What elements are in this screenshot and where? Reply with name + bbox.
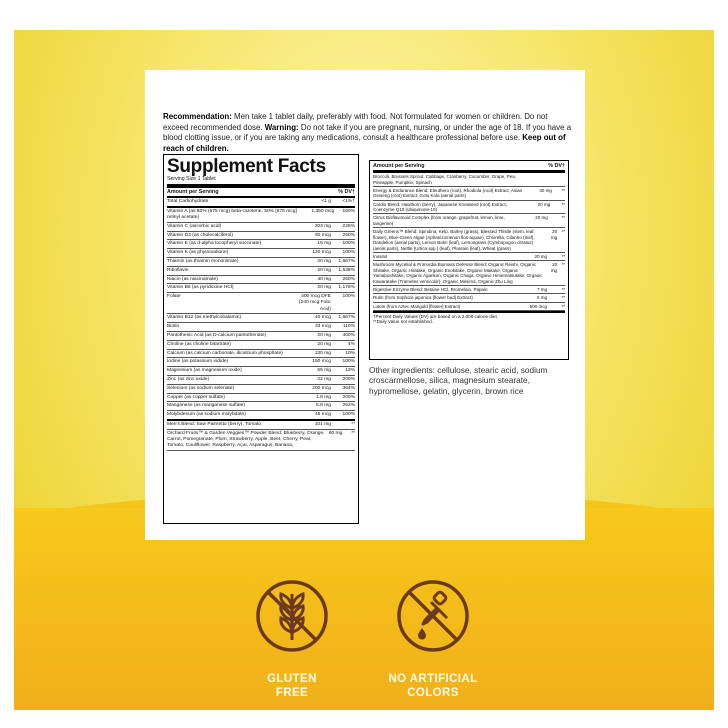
footnotes xyxy=(373,311,565,325)
table-row xyxy=(167,284,355,293)
nutrient-dv: ** xyxy=(561,303,565,309)
supplement-facts-table xyxy=(163,154,359,524)
nutrient-dv: 1,667% xyxy=(338,315,355,321)
nutrient-dv: 100% xyxy=(342,250,355,256)
nutrient-name: Vitamin A (as 50% (675 mcg) beta-carotene, 50% [675 mcg] retinyl acetate) xyxy=(167,208,297,220)
nutrient-name: Molybdenum (as sodium molybdate) xyxy=(167,412,246,418)
nutrient-amount: 5 mg xyxy=(536,295,547,301)
nutrient-amount: 203 mg xyxy=(314,223,331,229)
table-row xyxy=(167,208,355,223)
nutrient-amount: 5.8 mg xyxy=(316,403,331,409)
nutrient-amount xyxy=(528,174,555,185)
nutrient-name: Inositol xyxy=(373,254,388,260)
nutrient-name: Zinc (as zinc oxide) xyxy=(167,376,210,382)
nutrient-dv: 400% xyxy=(342,332,355,338)
nutrient-name: Manganese (as manganese sulfate) xyxy=(167,403,246,409)
nutrient-name: Vitamin B12 (as methylcobalamin) xyxy=(167,315,242,321)
table-row xyxy=(167,249,355,258)
nutrient-dv: ** xyxy=(561,187,565,193)
nutrient-name: Men's Blend: Saw Palmetto (berry), Tomato xyxy=(167,421,262,427)
nutrient-name: Iodine (as potassium iodide) xyxy=(167,359,229,365)
table-row xyxy=(167,350,355,359)
nutrient-name: Copper (as copper sulfate) xyxy=(167,394,225,400)
table-row xyxy=(167,376,355,385)
table-row xyxy=(167,385,355,394)
nutrient-name: Total Carbohydrate xyxy=(167,199,209,204)
nutrient-dv: ** xyxy=(561,215,566,221)
nutrient-amount: 500 mcg xyxy=(529,303,547,309)
nutrient-dv: ** xyxy=(351,421,355,427)
nutrient-amount: 400 mcg DFE (240 mcg Folic Acid) xyxy=(298,294,331,312)
nutrient-dv: 252% xyxy=(342,403,355,409)
nutrient-amount: 20 mg xyxy=(535,215,548,221)
table-row xyxy=(167,276,355,285)
label-background xyxy=(14,30,714,710)
no-artificial-colors-label: NO ARTIFICIAL COLORS xyxy=(388,673,478,699)
nutrient-amount: 60 mg xyxy=(328,430,343,436)
nutrient-amount: 20 mg xyxy=(537,201,551,207)
nutrient-amount: 130 mg xyxy=(314,350,331,356)
nutrient-name: Vitamin D3 (as cholecalciferol) xyxy=(167,232,233,238)
table-header: Amount per Serving % DV† xyxy=(167,188,355,198)
table-row xyxy=(167,258,355,267)
gluten-free-label: GLUTEN FREE xyxy=(267,673,317,699)
table-row xyxy=(167,323,355,332)
other-ingredients: Other ingredients: cellulose, stearic acid, sodium croscarmellose, silica, magnesium stearate, hypromellose, gelatin, glycerin, brown rice xyxy=(369,365,548,396)
nutrient-name: Vitamin E (as d-alpha tocopheryl succinate) xyxy=(167,241,262,247)
nutrient-dv: 100% xyxy=(342,294,355,300)
table-row xyxy=(373,187,565,201)
nutrient-name: Folate xyxy=(167,294,181,300)
nutrient-amount: 20 mg xyxy=(534,254,547,260)
nutrient-dv: ** xyxy=(561,295,565,301)
table-row xyxy=(167,240,355,249)
table-row xyxy=(373,253,565,261)
table-row xyxy=(167,402,355,411)
nutrient-dv: 1,667% xyxy=(338,258,355,264)
nutrient-dv: ** xyxy=(561,229,565,235)
nutrient-amount: 50 mcg xyxy=(314,232,331,238)
nutrient-amount: 40 mcg xyxy=(314,315,331,321)
table-row xyxy=(373,286,565,294)
nutrient-dv: 1,538% xyxy=(338,267,355,273)
table-row xyxy=(167,421,355,430)
table-row xyxy=(373,214,565,228)
nutrient-name: Choline (as choline bitartrate) xyxy=(167,341,231,347)
nutrient-amount: 20 mg xyxy=(317,332,331,338)
nutrient-dv: 4% xyxy=(347,341,355,347)
nutrient-dv: ** xyxy=(351,430,355,436)
no-artificial-colors-badge xyxy=(358,578,508,700)
nutrient-name: Broccoli, Brussels Sprout, Cabbage, Cranberry, Cucumber, Grape, Pea, Pineapple, Pumpkin, Spinach xyxy=(373,174,516,185)
table-row xyxy=(167,411,355,421)
nutrient-amount: 20 mg xyxy=(550,229,558,240)
nutrient-dv: 226% xyxy=(342,223,355,229)
nutrient-amount: 20 mg xyxy=(317,267,331,273)
nutrient-dv: ** xyxy=(561,254,565,260)
table-row xyxy=(167,394,355,403)
footnote-not-established: **Daily Value not established. xyxy=(373,319,433,325)
serving-size: Serving Size 1 Tablet xyxy=(167,176,355,188)
nutrient-amount: 200 mcg xyxy=(312,385,331,391)
dropper-icon xyxy=(395,578,471,654)
nutrient-name: Lutein (from Aztec Marigold [flower] Extract) xyxy=(373,303,461,309)
nutrient-dv: <1%† xyxy=(342,199,355,204)
nutrient-amount: 1.8 mg xyxy=(316,394,331,400)
nutrient-amount: 45 mcg xyxy=(314,412,331,418)
nutrient-name: Daily Greens™ Blend: Spirulina, Kelp, Barley (grass), Blessed Thistle (stem, leaf, flower), Blue-Green Algae (Aphanizomenon flos-aquae), Chlorella, Cilantro (leaf), Dandelion (aerial parts), Lemon Balm (leaf), Lemongrass (Cymbopogon citratus) (aerial parts), Nettle (Urtica spp.) (leaf), Plantain (leaf), Wheat (grass) xyxy=(373,229,535,251)
nutrient-amount: 20 mg xyxy=(317,258,331,264)
nutrient-dv: 100% xyxy=(342,241,355,247)
table-header: Amount per Serving % DV† xyxy=(373,162,565,173)
nutrient-dv: 250% xyxy=(342,232,355,238)
nutrient-name: Riboflavin xyxy=(167,267,189,273)
table-row xyxy=(373,261,565,286)
nutrient-amount: 55 mg xyxy=(317,368,331,374)
nutrient-amount: 40 mg xyxy=(317,276,331,282)
nutrient-dv: 100% xyxy=(342,359,355,365)
nutrient-name: Vitamin K (as phytonadione) xyxy=(167,250,229,256)
recommendation-text: Recommendation: Men take 1 tablet daily, preferably with food. Not formulated for women or children. Do not exceed recommended dose. Warning: Do not take if you are pregnant, nursing, or under the age of 18. If you have a blood clotting issue, or if you are taking any medications, consult a healthcare professional before use. Keep out of reach of children. xyxy=(163,112,572,153)
table-row xyxy=(373,201,565,215)
nutrient-amount: 22 mg xyxy=(317,376,331,382)
nutrient-dv: ** xyxy=(561,287,565,293)
table-row xyxy=(167,341,355,350)
table-row xyxy=(373,173,565,187)
nutrient-dv: 13% xyxy=(345,368,355,374)
nutrient-name: Cardio Blend: Hawthorn (berry), Japanese Knotweed (root) Extract, Coenzyme Q10 (ubiquinone-10) xyxy=(373,201,508,213)
nutrient-amount: 33 mcg xyxy=(314,324,331,330)
nutrient-dv: 1,176% xyxy=(338,285,355,291)
nutrient-dv: 110% xyxy=(342,324,355,330)
nutrient-name: Pantothenic Acid (as D-calcium pantothenate) xyxy=(167,332,267,338)
supplement-facts-title: Supplement Facts xyxy=(167,156,326,177)
table-row xyxy=(167,232,355,241)
table-row xyxy=(167,293,355,314)
nutrient-name: Calcium (as calcium carbonate, dicalcium phosphate) xyxy=(167,350,283,356)
nutrient-dv: 10% xyxy=(345,350,355,356)
nutrient-dv: 200% xyxy=(342,376,355,382)
table-row xyxy=(167,430,355,451)
facts-rows xyxy=(167,198,355,451)
nutrient-name: Thiamin (as thiamin mononitrate) xyxy=(167,258,239,264)
nutrient-name: Vitamin C (ascorbic acid) xyxy=(167,223,222,229)
supplement-facts-continued xyxy=(369,160,569,360)
nutrient-dv: 250% xyxy=(342,276,355,282)
nutrient-dv: ** xyxy=(561,201,565,207)
nutrient-amount: 150 mcg xyxy=(312,359,331,365)
table-row xyxy=(167,267,355,276)
table-row xyxy=(167,358,355,367)
nutrient-name: Biotin xyxy=(167,324,180,330)
table-row xyxy=(167,367,355,376)
table-row xyxy=(167,198,355,208)
table-row xyxy=(167,314,355,323)
label-panel xyxy=(145,70,585,540)
nutrient-name: Niacin (as niacinamide) xyxy=(167,276,218,282)
nutrient-name: Magnesium (as magnesium oxide) xyxy=(167,368,242,374)
nutrient-dv: 100% xyxy=(342,412,355,418)
nutrient-amount: 30 mg xyxy=(539,187,552,193)
nutrient-amount: 1,350 mcg xyxy=(311,208,335,214)
nutrient-amount: 20 mg xyxy=(550,262,558,273)
table-row xyxy=(167,332,355,341)
table-row xyxy=(373,294,565,302)
nutrient-dv: 200% xyxy=(342,394,355,400)
gluten-free-badge xyxy=(217,578,367,700)
facts2-rows xyxy=(373,173,565,311)
nutrient-dv: 364% xyxy=(342,385,355,391)
table-row xyxy=(373,228,565,253)
nutrient-name: Mushroom Mycelial & Primordia Biomass Defense Blend: Organic Reishi, Organic Shiitake, Organic Hiratake, Organic Enokitake, Organic Maitake, Organic Yamabushitake, Organic Agarikon, Organic Chaga, Organic Himematsutake, Organic Kawaratake (Trametes versicolor), Organic Mesima, Organic Zhu Ling xyxy=(373,262,543,285)
nutrient-name: Citrus Bioflavonoid Complex (from orange, grapefruit, lemon, lime, tangerine) xyxy=(373,215,505,226)
nutrient-amount: 101 mg xyxy=(314,421,331,427)
nutrient-amount: 20 mg xyxy=(317,341,331,347)
nutrient-dv: 150% xyxy=(342,208,355,214)
footnote-dv: †Percent Daily Values (DV) are based on a 2,000 calorie diet. xyxy=(373,313,499,319)
table-row xyxy=(167,223,355,232)
nutrient-name: Energy & Endurance Blend: Eleuthero (root), Rhodiola (root) Extract, Asian Ginseng (root) Extract, Gotu Kola (aerial parts) xyxy=(373,187,523,199)
table-row xyxy=(373,303,565,311)
nutrient-name: Digestive Enzyme Blend: Betaine HCl, Bromelain, Papain xyxy=(373,287,488,293)
gluten-free-icon xyxy=(254,578,330,654)
nutrient-amount: 20 mg xyxy=(317,285,331,291)
nutrient-amount: 7 mg xyxy=(536,287,547,293)
nutrient-dv: ** xyxy=(561,262,565,268)
nutrient-name: Orchard Fruits™ & Garden Veggies™ Powder Blend: Blueberry, Orange, Carrot, Pomegranate, Plum, Strawberry, Apple, Beet, Cherry, Pear, Tomato, Cauliflower, Raspberry, Açai, Asparagus, Banana, xyxy=(167,430,325,449)
nutrient-name: Selenium (as sodium selenate) xyxy=(167,385,235,391)
nutrient-amount: <1 g xyxy=(321,199,331,204)
nutrient-amount: 15 mg xyxy=(317,241,331,247)
nutrient-dv xyxy=(554,174,565,185)
nutrient-name: Vitamin B6 (as pyridoxine HCl) xyxy=(167,285,234,291)
nutrient-name: Rutin (from Sophora japonica [flower bud] Extract) xyxy=(373,295,473,301)
nutrient-amount: 120 mcg xyxy=(312,250,331,256)
